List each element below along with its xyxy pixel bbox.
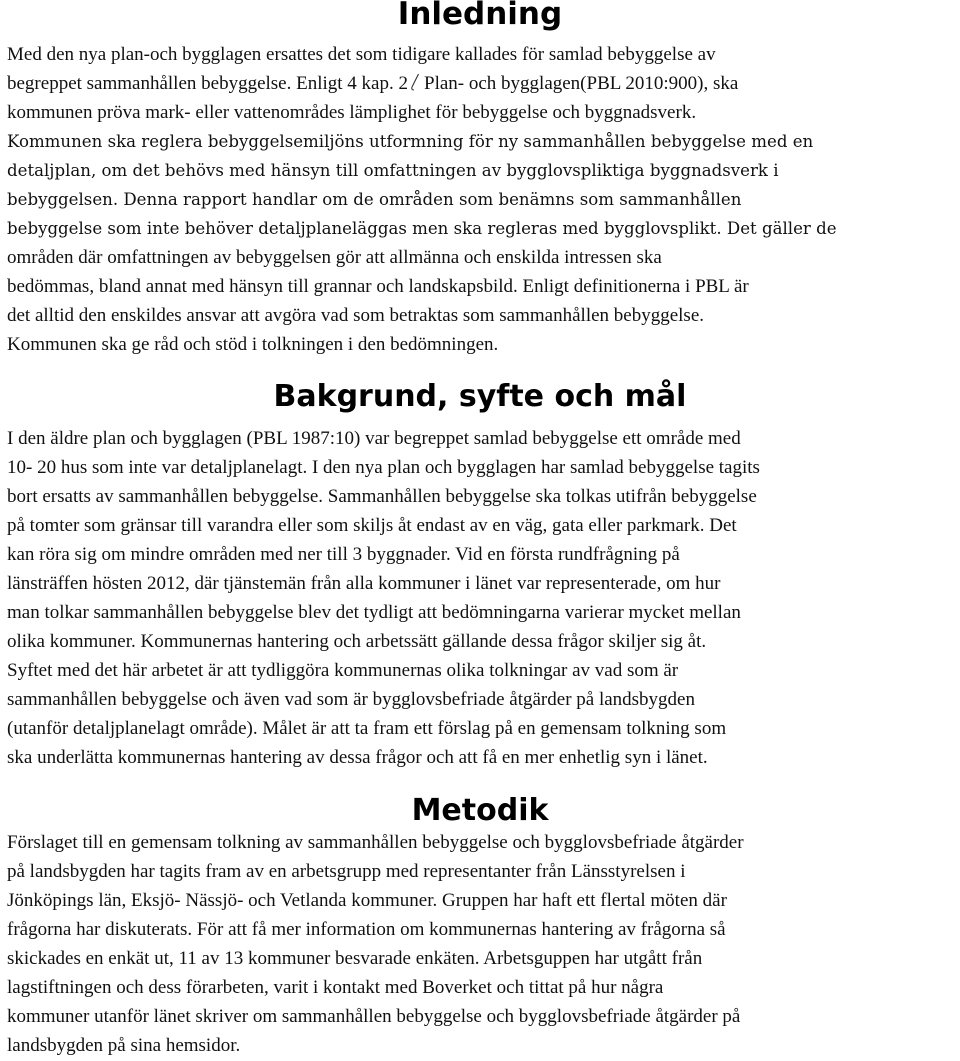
text-line-content: I den äldre plan och bygglagen (PBL 1987:10) var begreppet samlad bebyggelse ett område med [7, 428, 741, 449]
text-line-content: Kommunen ska ge råd och stöd i tolkningen i den bedömningen. [7, 334, 499, 355]
text-line-content: begreppet sammanhållen bebyggelse. Enligt 4 kap. 2 [7, 73, 408, 94]
text-line-content: detaljplan, om det behövs med hänsyn till omfattningen av bygglovspliktiga byggnadsverk i [7, 161, 779, 180]
heading-bakgrund-syfte-och-mal: Bakgrund, syfte och mål [273, 379, 687, 414]
text-line-content: sammanhållen bebyggelse och även vad som är bygglovsbefriade åtgärder på landsbygden [7, 689, 695, 710]
text-line-content: länsträffen hösten 2012, där tjänstemän från alla kommuner i länet var representerade, om hur [7, 573, 721, 594]
text-line-content: bort ersatts av sammanhållen bebyggelse. Sammanhållen bebyggelse ska tolkas utifrån bebyggelse [7, 486, 757, 507]
text-line [7, 540, 957, 569]
heading-inledning: Inledning [397, 0, 563, 32]
text-line [7, 569, 957, 598]
text-line [7, 214, 957, 243]
text-line [7, 598, 957, 627]
text-line [7, 424, 957, 453]
text-line-content: (utanför detaljplanelagt område). Målet är att ta fram ett förslag på en gemensam tolkning som [7, 718, 727, 739]
text-line [7, 828, 957, 857]
text-line-content: på tomter som gränsar till varandra eller som skiljs åt endast av en väg, gata eller parkmark. Det [7, 515, 737, 536]
text-line [7, 857, 957, 886]
text-line [7, 511, 957, 540]
text-line [7, 743, 957, 772]
text-line-content: Jönköpings län, Eksjö- Nässjö- och Vetlanda kommuner. Gruppen har haft ett flertal möten där [7, 890, 727, 911]
heading-metodik: Metodik [411, 793, 549, 828]
text-line [7, 98, 957, 127]
text-line [7, 330, 957, 359]
section-sign-icon [410, 73, 420, 91]
text-line [7, 1002, 957, 1031]
text-line-content: det alltid den enskildes ansvar att avgöra vad som betraktas som sammanhållen bebyggelse. [7, 305, 704, 326]
text-line-content: landsbygden på sina hemsidor. [7, 1035, 241, 1056]
text-line-content: Med den nya plan-och bygglagen ersattes det som tidigare kallades för samlad bebyggelse av [7, 44, 716, 65]
text-line [7, 156, 957, 185]
text-line-content: Förslaget till en gemensam tolkning av sammanhållen bebyggelse och bygglovsbefriade åtgärder [7, 832, 744, 853]
text-line [7, 915, 957, 944]
text-line-content: områden där omfattningen av bebyggelsen gör att allmänna och enskilda intressen ska [7, 247, 662, 268]
text-line-content: Plan- och bygglagen(PBL 2010:900), ska [424, 73, 739, 94]
text-line [7, 127, 957, 156]
paragraph-bakgrund [7, 424, 957, 772]
text-line [7, 656, 957, 685]
text-line [7, 1031, 957, 1060]
text-line [7, 243, 957, 272]
text-line-content: skickades en enkät ut, 11 av 13 kommuner besvarade enkäten. Arbetsguppen har utgått från [7, 948, 703, 969]
text-line-content: kan röra sig om mindre områden med ner till 3 byggnader. Vid en första rundfrågning på [7, 544, 680, 565]
text-line [7, 973, 957, 1002]
text-line-content: kommuner utanför länet skriver om sammanhållen bebyggelse och bygglovsbefriade åtgärder på [7, 1006, 741, 1027]
text-line-content: Kommunen ska reglera bebyggelsemiljöns utformning för ny sammanhållen bebyggelse med en [7, 132, 814, 151]
text-line [7, 453, 957, 482]
text-line [7, 40, 957, 69]
text-line-content: frågorna har diskuterats. För att få mer information om kommunernas hantering av frågorna så [7, 919, 726, 940]
text-line [7, 482, 957, 511]
text-line [7, 185, 957, 214]
text-line-content: man tolkar sammanhållen bebyggelse blev det tydligt att bedömningarna varierar mycket mellan [7, 602, 741, 623]
text-line-content: kommunen pröva mark- eller vattenområdes lämplighet för bebyggelse och byggnadsverk. [7, 102, 697, 123]
text-line [7, 627, 957, 656]
paragraph-metodik [7, 828, 957, 1060]
text-line-content: ska underlätta kommunernas hantering av dessa frågor och att få en mer enhetlig syn i länet. [7, 747, 708, 768]
text-line [7, 272, 957, 301]
text-line-content: Syftet med det här arbetet är att tydliggöra kommunernas olika tolkningar av vad som är [7, 660, 679, 681]
paragraph-inledning [7, 40, 957, 359]
text-line [7, 886, 957, 915]
text-line [7, 69, 957, 98]
text-line-content: bebyggelsen. Denna rapport handlar om de områden som benämns som sammanhållen [7, 190, 742, 209]
text-line [7, 714, 957, 743]
text-line-content: bedömmas, bland annat med hänsyn till grannar och landskapsbild. Enligt definitionerna i PBL är [7, 276, 749, 297]
text-line-content: 10- 20 hus som inte var detaljplanelagt. I den nya plan och bygglagen har samlad bebyggelse tagits [7, 457, 760, 478]
text-line-content: lagstiftningen och dess förarbeten, varit i kontakt med Boverket och tittat på hur några [7, 977, 664, 998]
text-line-content: olika kommuner. Kommunernas hantering och arbetssätt gällande dessa frågor skiljer sig åt. [7, 631, 707, 652]
text-line [7, 685, 957, 714]
text-line-content: bebyggelse som inte behöver detaljplaneläggas men ska regleras med bygglovsplikt. Det gäller de [7, 219, 837, 238]
text-line [7, 301, 957, 330]
text-line-content: på landsbygden har tagits fram av en arbetsgrupp med representanter från Länsstyrelsen i [7, 861, 686, 882]
text-line [7, 944, 957, 973]
